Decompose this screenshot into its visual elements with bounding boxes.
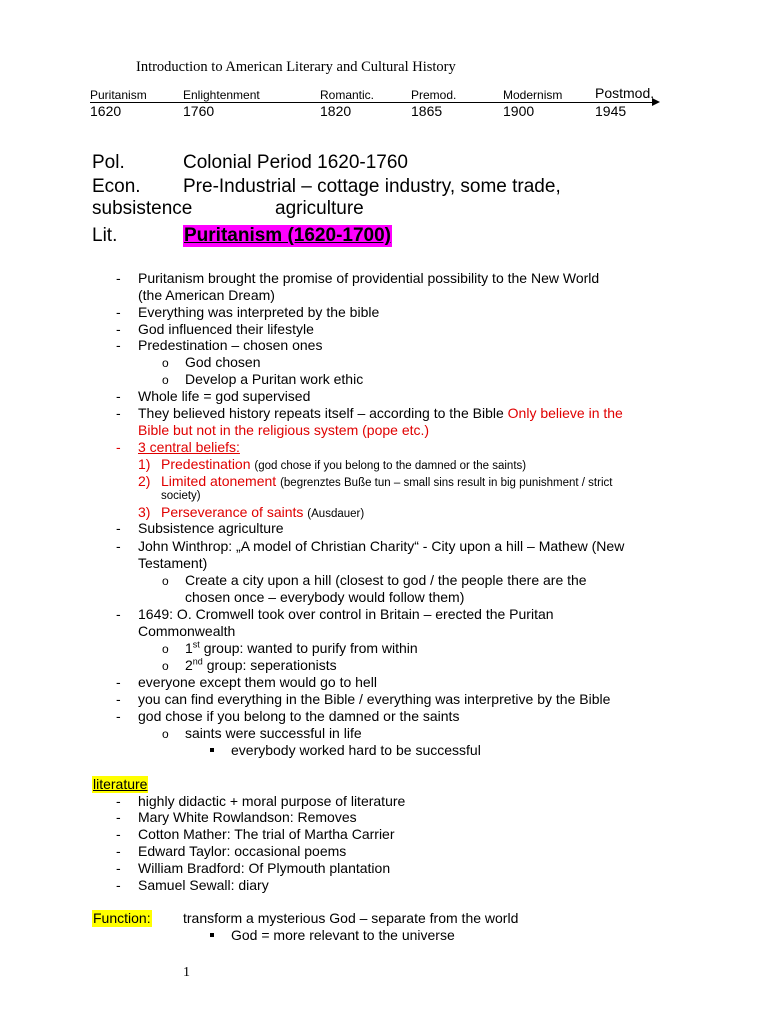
econ-text: Pre-Industrial – cottage industry, some trade, bbox=[183, 176, 561, 197]
list-dash: - bbox=[116, 793, 121, 809]
list-subitem: saints were successful in life bbox=[185, 725, 362, 741]
square-bullet-icon bbox=[210, 933, 214, 937]
timeline-arrowhead-icon bbox=[652, 98, 660, 106]
list-dash: - bbox=[116, 691, 121, 707]
list-dash: - bbox=[116, 674, 121, 690]
timeline-year: 1865 bbox=[411, 103, 443, 119]
circle-bullet-icon: o bbox=[162, 642, 169, 656]
timeline-era-label: Modernism bbox=[503, 88, 563, 102]
list-number: 1) bbox=[138, 456, 151, 472]
econ-text-2b: agriculture bbox=[275, 198, 364, 219]
list-dash: - bbox=[116, 337, 121, 353]
list-item: Subsistence agriculture bbox=[138, 520, 284, 536]
list-item: Commonwealth bbox=[138, 623, 236, 639]
list-dash: - bbox=[116, 405, 121, 421]
literature-item: Edward Taylor: occasional poems bbox=[138, 843, 347, 859]
literature-item: Mary White Rowlandson: Removes bbox=[138, 809, 357, 825]
list-subitem: chosen once – everybody would follow them) bbox=[185, 589, 465, 605]
timeline-era-label: Enlightenment bbox=[183, 88, 260, 102]
literature-item: highly didactic + moral purpose of literature bbox=[138, 793, 406, 809]
lit-label: Lit. bbox=[92, 225, 118, 246]
list-subitem: God chosen bbox=[185, 354, 261, 370]
list-subitem bbox=[185, 657, 337, 674]
list-item: God influenced their lifestyle bbox=[138, 321, 314, 337]
list-item-text: They believed history repeats itself – according to the Bible bbox=[138, 405, 504, 421]
belief-title: Perseverance of saints bbox=[161, 504, 304, 520]
list-dash: - bbox=[116, 826, 121, 842]
belief-title: Predestination bbox=[161, 456, 251, 472]
list-item: (the American Dream) bbox=[138, 287, 275, 303]
literature-heading: literature bbox=[93, 776, 148, 792]
list-subitem: Create a city upon a hill (closest to god / the people there are the bbox=[185, 572, 587, 588]
circle-bullet-icon: o bbox=[162, 659, 169, 673]
timeline-year: 1820 bbox=[320, 103, 352, 119]
pol-text: Colonial Period 1620-1760 bbox=[183, 152, 408, 173]
ordinal-number: 1 bbox=[185, 640, 193, 656]
timeline-arrow-line bbox=[90, 102, 656, 103]
page-number: 1 bbox=[183, 965, 190, 980]
list-dash: - bbox=[116, 809, 121, 825]
circle-bullet-icon: o bbox=[162, 356, 169, 370]
list-item bbox=[138, 405, 623, 422]
pol-label: Pol. bbox=[92, 152, 125, 173]
list-subitem: Develop a Puritan work ethic bbox=[185, 371, 364, 387]
list-item: Puritanism brought the promise of providential possibility to the New World bbox=[138, 270, 600, 286]
belief-note: (Ausdauer) bbox=[307, 508, 365, 520]
list-item: 1649: O. Cromwell took over control in Britain – erected the Puritan bbox=[138, 606, 554, 622]
document-title: Introduction to American Literary and Cultural History bbox=[136, 59, 456, 75]
function-text: transform a mysterious God – separate from the world bbox=[183, 910, 519, 926]
list-item: everyone except them would go to hell bbox=[138, 674, 377, 690]
econ-text-2a: subsistence bbox=[92, 198, 193, 219]
list-subitem-text: group: seperationists bbox=[206, 657, 337, 673]
circle-bullet-icon: o bbox=[162, 574, 169, 588]
ordinal-number: 2 bbox=[185, 657, 193, 673]
list-item: Testament) bbox=[138, 555, 208, 571]
list-dash: - bbox=[116, 860, 121, 876]
list-subsubitem: everybody worked hard to be successful bbox=[231, 742, 481, 758]
timeline-year: 1945 bbox=[595, 103, 627, 119]
timeline-era-label: Puritanism bbox=[90, 88, 147, 102]
list-dash: - bbox=[116, 520, 121, 536]
list-dash: - bbox=[116, 304, 121, 320]
literature-item: Samuel Sewall: diary bbox=[138, 877, 269, 893]
belief-note: society) bbox=[161, 490, 201, 502]
red-note: Only believe in the bbox=[507, 405, 623, 421]
list-number: 3) bbox=[138, 504, 151, 520]
central-beliefs-heading: 3 central beliefs: bbox=[138, 439, 240, 455]
lit-heading: Puritanism (1620-1700) bbox=[184, 225, 391, 246]
timeline-era-label: Romantic. bbox=[320, 88, 375, 102]
timeline-era-label: Premod. bbox=[411, 88, 457, 102]
function-label: Function: bbox=[93, 910, 151, 926]
list-item: John Winthrop: „A model of Christian Charity“ - City upon a hill – Mathew (New bbox=[138, 538, 625, 554]
list-dash: - bbox=[116, 439, 121, 455]
econ-label: Econ. bbox=[92, 176, 141, 197]
function-subitem: God = more relevant to the universe bbox=[231, 927, 455, 943]
square-bullet-icon bbox=[210, 748, 214, 752]
timeline-year: 1620 bbox=[90, 103, 122, 119]
list-dash: - bbox=[116, 388, 121, 404]
list-item: Whole life = god supervised bbox=[138, 388, 311, 404]
list-item: Everything was interpreted by the bible bbox=[138, 304, 380, 320]
literature-item: Cotton Mather: The trial of Martha Carrier bbox=[138, 826, 395, 842]
timeline-year: 1900 bbox=[503, 103, 535, 119]
list-item: god chose if you belong to the damned or the saints bbox=[138, 708, 460, 724]
belief-note: (god chose if you belong to the damned or the saints) bbox=[254, 460, 527, 472]
list-dash: - bbox=[116, 708, 121, 724]
list-dash: - bbox=[116, 877, 121, 893]
literature-item: William Bradford: Of Plymouth plantation bbox=[138, 860, 391, 876]
list-dash: - bbox=[116, 538, 121, 554]
belief-title: Limited atonement bbox=[161, 473, 277, 489]
list-item: Predestination – chosen ones bbox=[138, 337, 323, 353]
list-item: you can find everything in the Bible / everything was interpretive by the Bible bbox=[138, 691, 611, 707]
list-dash: - bbox=[116, 270, 121, 286]
belief-item bbox=[161, 473, 612, 492]
list-subitem-text: group: wanted to purify from within bbox=[203, 640, 418, 656]
ordinal-suffix: nd bbox=[192, 656, 203, 667]
circle-bullet-icon: o bbox=[162, 727, 169, 741]
list-subitem bbox=[185, 640, 418, 657]
circle-bullet-icon: o bbox=[162, 373, 169, 387]
belief-note: (begrenztes Buße tun – small sins result in big punishment / strict bbox=[280, 477, 613, 489]
list-number: 2) bbox=[138, 473, 151, 489]
list-dash: - bbox=[116, 606, 121, 622]
ordinal-suffix: st bbox=[192, 639, 200, 650]
list-dash: - bbox=[116, 321, 121, 337]
red-note: Bible but not in the religious system (pope etc.) bbox=[138, 422, 430, 438]
timeline-year: 1760 bbox=[183, 103, 215, 119]
list-dash: - bbox=[116, 843, 121, 859]
timeline-era-label: Postmod. bbox=[595, 85, 655, 101]
